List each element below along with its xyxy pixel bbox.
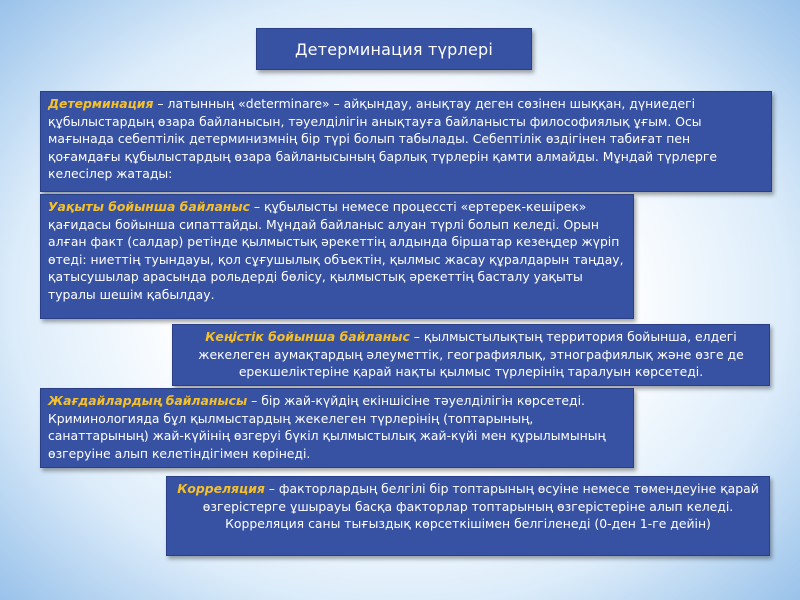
space-connection-dash: – <box>409 329 424 344</box>
time-connection-dash: – <box>249 199 264 214</box>
space-connection-term: Кеңістік бойынша байланыс <box>205 329 410 344</box>
determination-dash: – <box>153 96 168 111</box>
determination-text: латынның «determinare» – айқындау, анықтау деген сөзінен шыққан, дүниедегі құбылыстардың өзара байланысын, тәуелділігін анықтауға байланысты философиялық ұғым. Осы мағынада себептілік детерминизмнің бір түрі болып табылады. Себептілік өздігінен табиғат пен қоғамдағы құбылыстардың өзара байланысының барлық түрлерін қамти алмайды. Мұндай түрлерге келесілер жатады: <box>48 96 717 182</box>
state-connection-box <box>40 388 634 468</box>
state-connection-term: Жағдайлардың байланысы <box>48 393 248 408</box>
time-connection-term: Уақыты бойынша байланыс <box>48 199 250 214</box>
space-connection-text: қылмыстылықтың территория бойынша, елдегі жекелеген аумақтардың әлеуметтік, географиялық, этнографиялық және өзге де ерекшеліктеріне қарай нақты қылмыс түрлерінің таралуын көрсетеді. <box>198 329 744 380</box>
time-connection-text: құбылысты немесе процессті «ертерек-кешірек» қағидасы бойынша сипаттайды. Мұндай байланыс алуан түрлі болып келеді. Орын алған факт (салдар) ретінде қылмыстық әрекеттің алдында біршатар кезеңдер жүріп өтеді: ниеттің туындауы, қол сұғушылық объектін, қылмыс жасау құралдарын таңдау, қатысушылар арасында рольдерді бөлісу, қылмыстық әрекеттің басталу уақыты туралы шешім қабылдау. <box>48 199 624 302</box>
slide-title-box <box>256 28 532 70</box>
determination-term: Детерминация <box>48 96 154 111</box>
correlation-text: факторлардың белгілі бір топтарының өсуіне немесе төмендеуіне қарай өзгерістерге ұшырауы басқа факторлар топтарының өзгерістеріне алып келеді. Корреляция саны тығыздық көрсеткішімен белгіленеді (0-ден 1-ге дейін) <box>202 481 759 532</box>
correlation-box <box>166 476 770 556</box>
time-connection-box <box>40 194 634 319</box>
slide-title: Детерминация түрлері <box>294 39 493 59</box>
state-connection-dash: – <box>247 393 262 408</box>
state-connection-text: бір жай-күйдің екіншісіне тәуелділігін көрсетеді. Криминологияда бұл қылмыстардың жекелеген түрлерінің (топтарының, санаттарының) жай-күйінің өзгеруі бүкіл қылмыстылық жай-күйі мен құрылымының өзгеруіне алып келетіндігімен көрінеді. <box>48 393 606 461</box>
correlation-term: Корреляция <box>177 481 265 496</box>
space-connection-box <box>172 324 770 386</box>
correlation-dash: – <box>264 481 279 496</box>
determination-definition-box <box>40 91 772 192</box>
